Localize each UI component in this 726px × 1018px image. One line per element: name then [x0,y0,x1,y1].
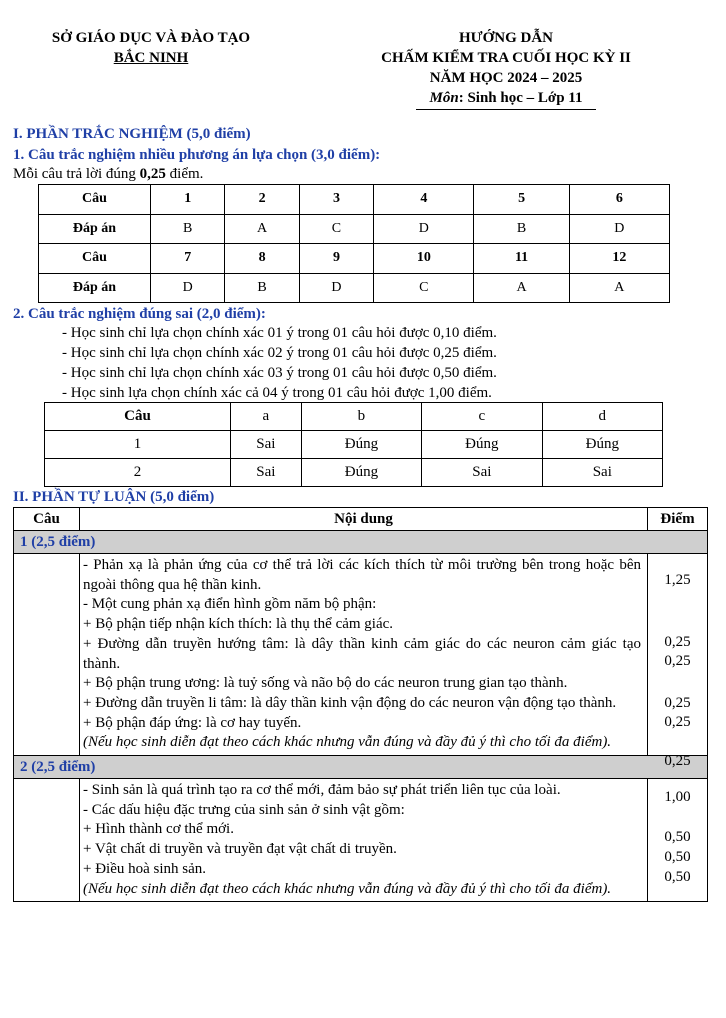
scoring-rule: - Học sinh chỉ lựa chọn chính xác 01 ý trong 01 câu hỏi được 0,10 điểm. [62,325,497,341]
part1-title: I. PHẦN TRẮC NGHIỆM (5,0 điểm) [13,126,251,142]
header-cell: Câu [45,403,231,431]
column-header-question: Câu [14,508,80,531]
subject-label: Môn [429,90,459,106]
content-line: + Bộ phận tiếp nhận kích thích: là thụ thể cảm giác. [83,616,394,633]
answer-cell: Sai [422,459,542,487]
answer-cell: Sai [231,431,302,459]
subject-value: : Sinh học – Lớp 11 [458,90,583,106]
content-line: + Đường dẫn truyền hướng tâm: là dây thần kinh cảm giác do các neuron cảm giác tạo thành. [83,635,641,672]
province-name: BẮC NINH [113,50,189,66]
answer-content [80,554,648,756]
content-line: - Một cung phản xạ điển hình gồm năm bộ phận: [83,596,377,613]
subject-line [416,88,597,110]
header-right [352,28,660,110]
true-false-answer-table [44,402,663,487]
empty-cell [14,779,80,902]
table-row [14,554,708,756]
header-cell: d [542,403,662,431]
table-row [39,214,670,244]
answer-cell: C [374,273,474,303]
question-header-row [14,756,708,779]
content-line: + Bộ phận trung ương: là tuỷ sống và não bộ do các neuron trung gian tạo thành. [83,675,568,692]
score-value: 0,25 [664,634,691,650]
table-row [45,431,663,459]
answer-cell: B [474,214,569,244]
content-line: + Điều hoà sinh sản. [83,860,207,877]
empty-cell [14,554,80,756]
score-value: 0,25 [664,695,691,711]
question-header-row [14,531,708,554]
header-left [36,28,266,68]
row-label: Đáp án [39,273,151,303]
doc-title: CHẤM KIỂM TRA CUỐI HỌC KỲ II [381,50,631,66]
note-prefix: Mỗi câu trả lời đúng [13,166,140,182]
grading-note: (Nếu học sinh diễn đạt theo cách khác nhưng vẫn đúng và đầy đủ ý thì cho tối đa điểm). [83,734,612,751]
note-suffix: điểm. [165,166,204,182]
header-cell: b [301,403,421,431]
part1-sub1-title: 1. Câu trắc nghiệm nhiều phương án lựa chọn (3,0 điểm): [13,147,381,163]
part2-title: II. PHẦN TỰ LUẬN (5,0 điểm) [13,489,215,505]
question-number: 2 [225,185,299,215]
answer-cell: Đúng [422,431,542,459]
grading-note: (Nếu học sinh diễn đạt theo cách khác nhưng vẫn đúng và đầy đủ ý thì cho tối đa điểm). [83,880,612,897]
table-row [39,273,670,303]
school-year: NĂM HỌC 2024 – 2025 [429,70,583,86]
part1-sub2-title: 2. Câu trắc nghiệm đúng sai (2,0 điểm): [13,306,266,322]
score-value: 1,25 [664,572,691,588]
column-header-content: Nội dung [80,508,648,531]
score-column [648,554,708,769]
content-line: - Phản xạ là phản ứng của cơ thể trả lời các kích thích từ môi trường bên trong hoặc bên ngoài thông qua hệ thần kinh. [83,557,641,593]
content-line: - Sinh sản là quá trình tạo ra cơ thể mới, đảm bảo sự phát triển liên tục của loài. [83,782,561,799]
table-row [39,185,670,215]
answer-cell: A [569,273,669,303]
content-line: + Đường dẫn truyền li tâm: là dây thần kinh vận động do các neuron vận động tạo thành. [83,694,617,711]
part1-sub1-note [13,166,203,183]
question-number: 7 [151,244,225,274]
essay-grading-table [13,507,708,902]
question-number: 8 [225,244,299,274]
multiple-choice-answer-table [38,184,670,303]
note-points: 0,25 [139,166,166,182]
question-number: 12 [569,244,669,274]
answer-cell: D [151,273,225,303]
row-label: Đáp án [39,214,151,244]
table-row [39,244,670,274]
answer-cell: D [569,214,669,244]
question-number: 10 [374,244,474,274]
department-name: SỞ GIÁO DỤC VÀ ĐÀO TẠO [51,30,251,46]
answer-content [80,779,648,902]
row-label: Câu [39,244,151,274]
score-column [648,779,708,902]
question-number: 2 [45,459,231,487]
question-label: 2 (2,5 điểm) [14,756,708,779]
question-number: 3 [299,185,373,215]
score-value: 0,25 [664,653,691,669]
answer-cell: D [374,214,474,244]
answer-cell: B [151,214,225,244]
scoring-rule: - Học sinh chỉ lựa chọn chính xác 02 ý trong 01 câu hỏi được 0,25 điểm. [62,345,497,361]
answer-cell: Đúng [301,431,421,459]
answer-cell: Đúng [301,459,421,487]
score-value: 0,50 [664,849,691,866]
content-line: + Bộ phận đáp ứng: là cơ hay tuyến. [83,714,302,731]
question-number: 9 [299,244,373,274]
question-number: 1 [45,431,231,459]
question-number: 4 [374,185,474,215]
answer-cell: B [225,273,299,303]
answer-cell: D [299,273,373,303]
question-number: 5 [474,185,569,215]
doc-type: HƯỚNG DẪN [458,30,554,46]
row-label: Câu [39,185,151,215]
answer-cell: A [225,214,299,244]
question-number: 1 [151,185,225,215]
score-value: 0,50 [664,829,691,846]
content-line: + Vật chất di truyền và truyền đạt vật chất di truyền. [83,841,397,858]
question-number: 11 [474,244,569,274]
table-header-row [14,508,708,531]
header-cell: c [422,403,542,431]
answer-cell: A [474,273,569,303]
answer-cell: Sai [231,459,302,487]
scoring-rule: - Học sinh chỉ lựa chọn chính xác 03 ý trong 01 câu hỏi được 0,50 điểm. [62,365,497,381]
table-row [45,403,663,431]
answer-cell: C [299,214,373,244]
content-line: + Hình thành cơ thể mới. [83,821,234,838]
score-value: 0,25 [664,714,691,730]
answer-cell: Đúng [542,431,662,459]
table-row [45,459,663,487]
score-value: 0,25 [664,753,691,769]
score-value: 0,50 [664,869,691,886]
header-cell: a [231,403,302,431]
table-row [14,779,708,902]
question-number: 6 [569,185,669,215]
content-line: - Các dấu hiệu đặc trưng của sinh sản ở sinh vật gồm: [83,801,405,818]
score-value: 1,00 [664,789,691,806]
question-label: 1 (2,5 điểm) [14,531,708,554]
scoring-rule: - Học sinh lựa chọn chính xác cả 04 ý trong 01 câu hỏi được 1,00 điểm. [62,385,492,401]
answer-cell: Sai [542,459,662,487]
column-header-score: Điểm [648,508,708,531]
